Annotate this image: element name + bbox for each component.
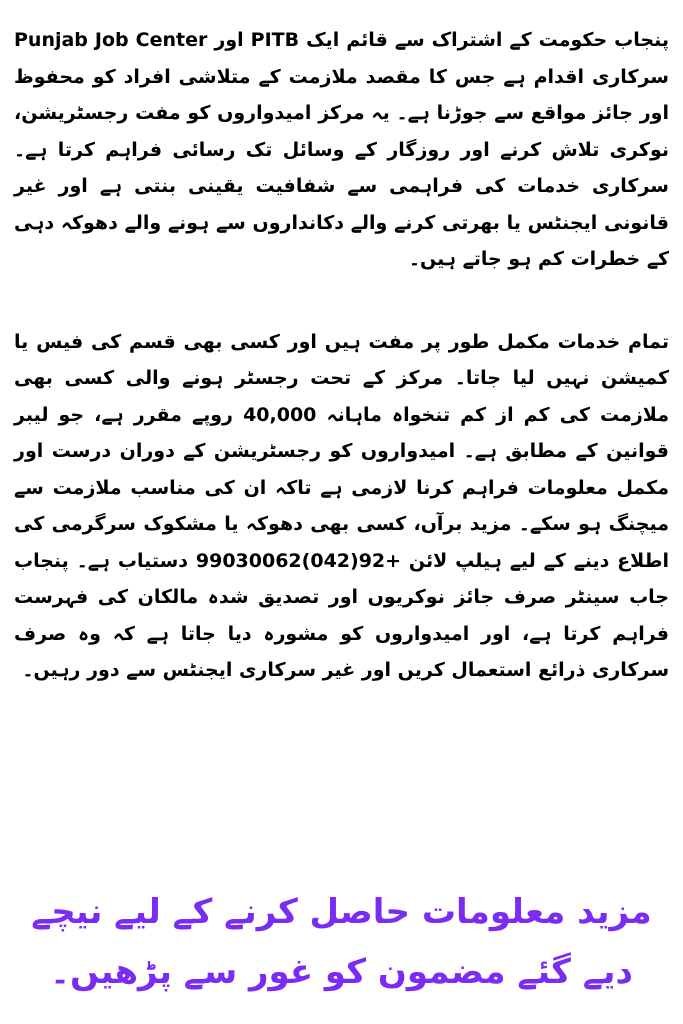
article-paragraph-intro: Punjab Job Center اور PITB پنجاب حکومت کے اشتراک سے قائم ایک سرکاری اقدام ہے جس کا مقصد ملازمت کے متلاشی افراد کو محفوظ اور جائز مواقع سے جوڑنا ہے۔ یہ مرکز امیدواروں کو مفت رجسٹریشن، نوکری تلاش کرنے اور روزگار کے وسائل تک رسائی فراہم کرتا ہے۔ سرکاری خدمات کی فراہمی سے شفافیت یقینی بنتی ہے اور غیر قانونی ایجنٹس یا بھرتی کرنے والے دکانداروں سے ہونے والے دھوکہ دہی کے خطرات کم ہو جاتے ہیں۔ — [14, 29, 669, 270]
read-more-call-to-action: مزید معلومات حاصل کرنے کے لیے نیچے دیے گئے مضمون کو غور سے پڑھیں۔ — [31, 892, 652, 992]
article-paragraph-details: تمام خدمات مکمل طور پر مفت ہیں اور کسی بھی قسم کی فیس یا کمیشن نہیں لیا جاتا۔ مرکز کے تحت رجسٹر ہونے والی کسی بھی ملازمت کی کم از کم تنخواہ ماہانہ 40,000 روپے مقرر ہے، جو لیبر قوانین کے مطابق ہے۔ امیدواروں کو رجسٹریشن کے دوران درست اور مکمل معلومات فراہم کرنا لازمی ہے تاکہ ان کی مناسب ملازمت سے میچنگ ہو سکے۔ مزید برآں، کسی بھی دھوکہ یا مشکوک سرگرمی کی اطلاع دینے کے لیے ہیلپ لائن +92(042)99030062 دستیاب ہے۔ پنجاب جاب سینٹر صرف جائز نوکریوں اور تصدیق شدہ مالکان کی فہرست فراہم کرتا ہے، اور امیدواروں کو مشورہ دیا جاتا ہے کہ وہ صرف سرکاری ذرائع استعمال کریں اور غیر سرکاری ایجنٹس سے دور رہیں۔ — [14, 330, 669, 681]
